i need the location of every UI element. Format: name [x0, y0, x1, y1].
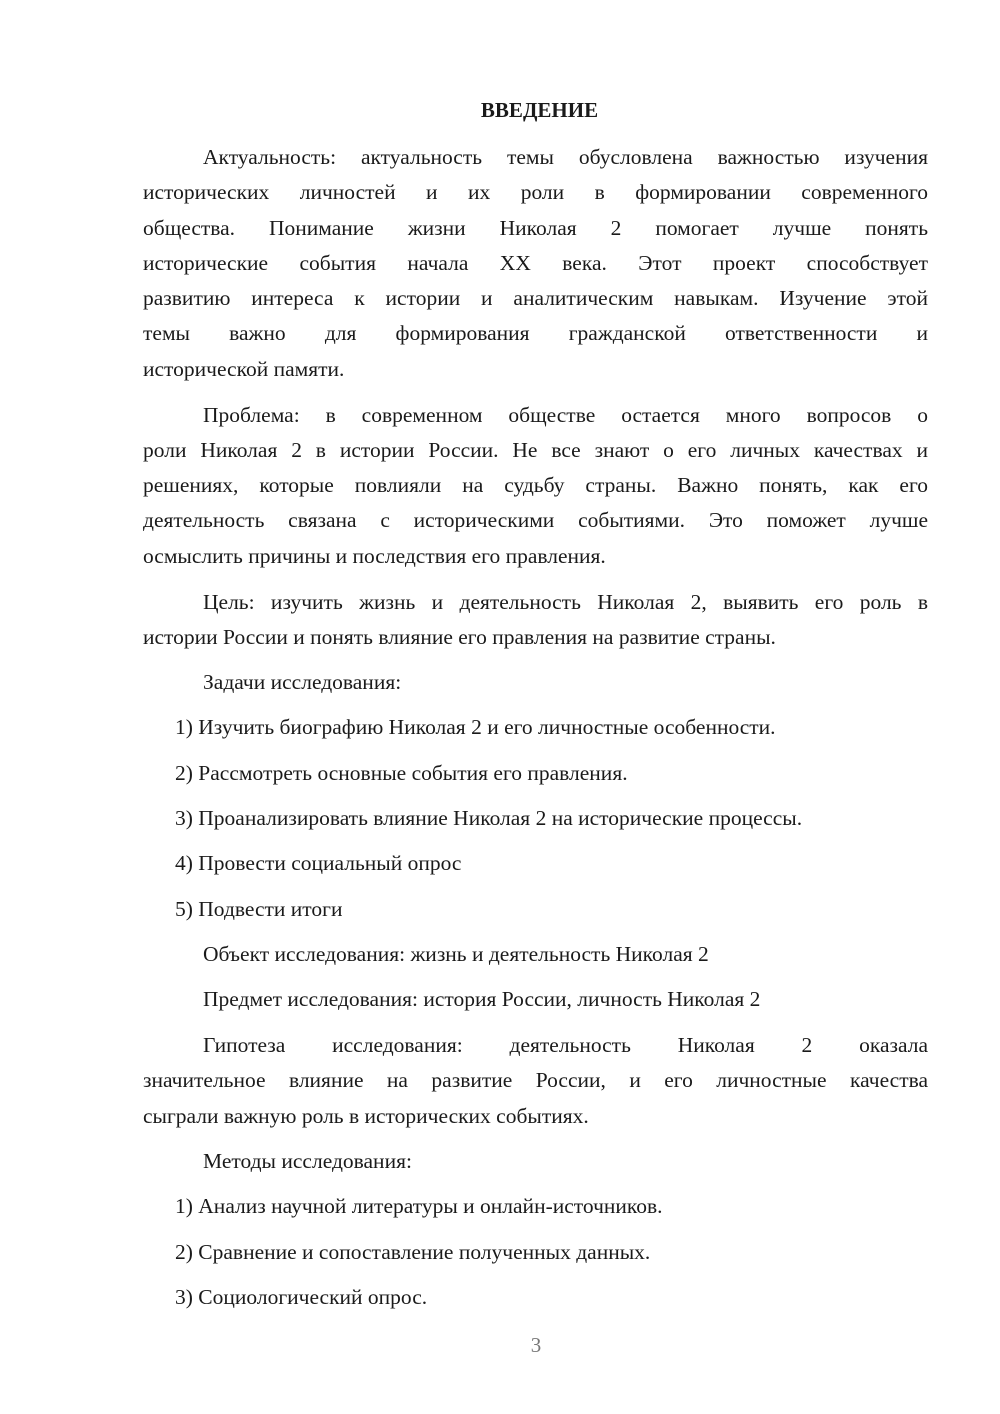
- research-object: Объект исследования: жизнь и деятельность Николая 2: [203, 941, 709, 966]
- task-item: 4) Провести социальный опрос: [175, 851, 462, 876]
- goal-paragraph: [143, 585, 928, 656]
- text-line: Актуальность: актуальность темы обусловлена важностью изучения: [203, 145, 928, 169]
- text-line: решениях, которые повлияли на судьбу страны. Важно понять, как его: [143, 473, 928, 498]
- methods-title: Методы исследования:: [203, 1148, 412, 1173]
- problem-paragraph: [143, 398, 928, 574]
- text-line: Проблема: в современном обществе остается много вопросов о: [203, 402, 928, 427]
- hypothesis-paragraph: [143, 1028, 928, 1134]
- method-item: 2) Сравнение и сопоставление полученных данных.: [175, 1239, 651, 1264]
- page-title: ВВЕДЕНИЕ: [480, 98, 599, 122]
- method-item: 1) Анализ научной литературы и онлайн-источников.: [175, 1194, 663, 1219]
- tasks-title: Задачи исследования:: [203, 670, 402, 695]
- research-subject: Предмет исследования: история России, личность Николая 2: [203, 987, 761, 1012]
- text-line: сыграли важную роль в исторических событиях.: [143, 1103, 589, 1128]
- text-line: исторические события начала XX века. Этот проект способствует: [143, 250, 928, 275]
- task-item: 5) Подвести итоги: [175, 896, 343, 921]
- text-line: развитию интереса к истории и аналитическим навыкам. Изучение этой: [143, 286, 928, 311]
- text-line: темы важно для формирования гражданской ответственности и: [143, 321, 928, 346]
- task-item: 2) Рассмотреть основные события его правления.: [175, 760, 628, 785]
- text-line: роли Николая 2 в истории России. Не все знают о его личных качествах и: [143, 437, 928, 462]
- text-line: исторической памяти.: [143, 356, 345, 381]
- text-line: Цель: изучить жизнь и деятельность Николая 2, выявить его роль в: [203, 589, 928, 614]
- document-page: [143, 94, 928, 1315]
- text-line: деятельность связана с историческими событиями. Это поможет лучше: [143, 508, 928, 533]
- task-item: 1) Изучить биографию Николая 2 и его личностные особенности.: [175, 715, 776, 740]
- text-line: значительное влияние на развитие России, и его личностные качества: [143, 1068, 928, 1093]
- text-line: истории России и понять влияние его правления на развитие страны.: [143, 624, 776, 649]
- task-item: 3) Проанализировать влияние Николая 2 на исторические процессы.: [175, 806, 803, 831]
- method-item: 3) Социологический опрос.: [175, 1284, 428, 1309]
- relevance-paragraph: [143, 140, 928, 387]
- text-line: исторических личностей и их роли в формировании современного: [143, 180, 928, 205]
- text-line: общества. Понимание жизни Николая 2 помогает лучше понять: [143, 215, 928, 240]
- text-line: осмыслить причины и последствия его правления.: [143, 543, 606, 568]
- page-number: 3: [530, 1333, 542, 1357]
- text-line: Гипотеза исследования: деятельность Николая 2 оказала: [203, 1033, 928, 1058]
